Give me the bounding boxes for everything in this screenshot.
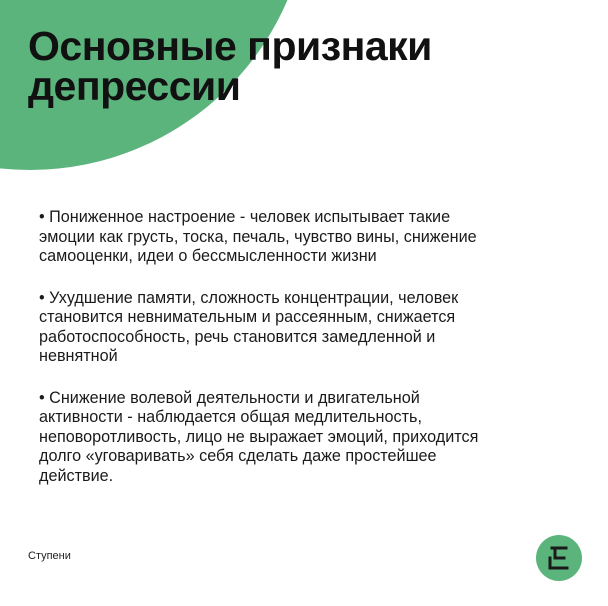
symptom-text-line: действие. — [39, 466, 114, 485]
symptoms-list — [39, 208, 579, 508]
symptom-text-line: долго «уговаривать» себя сделать даже простейшее — [39, 447, 437, 465]
symptom-mood — [39, 208, 579, 267]
logo-glyph — [536, 535, 582, 581]
title-line-1: Основные признаки — [28, 23, 432, 69]
symptom-text-line: эмоции как грусть, тоска, печаль, чувство вины, снижение — [39, 227, 477, 246]
symptom-text-line: активности - наблюдается общая медлительность, — [39, 408, 422, 426]
page-title — [28, 23, 432, 109]
brand-name: Ступени — [28, 550, 71, 562]
symptom-text-line: • Снижение волевой деятельности и двигательной — [39, 388, 420, 407]
stairs-e-logo-icon — [536, 535, 582, 581]
symptom-text-line: невнятной — [39, 347, 118, 365]
symptom-memory — [39, 289, 579, 367]
symptom-text-line: неповоротливость, лицо не выражает эмоций, приходится — [39, 427, 479, 446]
symptom-text-line: работоспособность, речь становится замедленной и — [39, 327, 436, 346]
symptom-text-line: самооценки, идеи о бессмысленности жизни — [39, 247, 377, 265]
symptom-text-line: становится невнимательным и рассеянным, снижается — [39, 308, 456, 326]
symptom-text-line: • Ухудшение памяти, сложность концентрации, человек — [39, 288, 459, 307]
title-line-2: депрессии — [28, 63, 241, 109]
symptom-activity — [39, 389, 579, 487]
symptom-text-line: • Пониженное настроение - человек испытывает такие — [39, 208, 451, 226]
